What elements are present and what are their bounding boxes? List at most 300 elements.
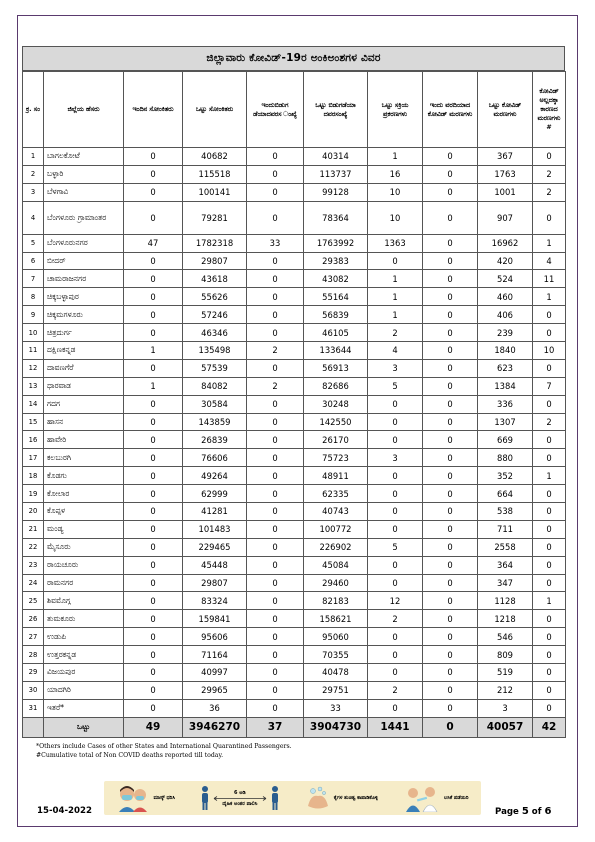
today-cases-cell: 0	[124, 183, 183, 201]
serial-cell: 7	[23, 270, 44, 288]
total-cases-cell: 79281	[183, 201, 247, 234]
today-cases-cell: 0	[124, 467, 183, 485]
total-deaths-cell: 1001	[478, 183, 533, 201]
table-row	[23, 520, 566, 538]
table-row	[23, 592, 566, 610]
total-cases-cell: 1782318	[183, 234, 247, 252]
serial-cell: 12	[23, 359, 44, 377]
active-cases-cell: 0	[368, 628, 423, 646]
today-discharged-cell: 0	[247, 646, 304, 664]
today-cases-cell: 0	[124, 699, 183, 717]
today-cases-cell: 0	[124, 395, 183, 413]
today-cases-cell: 0	[124, 449, 183, 467]
total-cases-cell: 84082	[183, 377, 247, 395]
today-deaths-cell: 0	[423, 556, 478, 574]
active-cases-cell: 2	[368, 681, 423, 699]
total-cases-cell: 46346	[183, 324, 247, 342]
district-name-cell: ಬೀದರ್	[44, 252, 124, 270]
today-discharged-cell: 0	[247, 252, 304, 270]
table-row	[23, 324, 566, 342]
district-name-cell: ಉತ್ತರಕನ್ನಡ	[44, 646, 124, 664]
today-cases-cell: 0	[124, 538, 183, 556]
banner-vaccine	[403, 784, 469, 812]
today-cases-cell: 1	[124, 377, 183, 395]
district-name-cell: ಚಾಮರಾಜನಗರ	[44, 270, 124, 288]
today-deaths-cell: 0	[423, 538, 478, 556]
total-cases-cell: 143859	[183, 413, 247, 431]
serial-cell: 26	[23, 610, 44, 628]
total-discharged-cell: 100772	[304, 520, 368, 538]
total-deaths-cell: 420	[478, 252, 533, 270]
today-deaths-cell: 0	[423, 288, 478, 306]
total-discharged-cell: 43082	[304, 270, 368, 288]
today-discharged-cell: 0	[247, 288, 304, 306]
total-cases-cell: 30584	[183, 395, 247, 413]
non-covid-deaths-cell: 0	[533, 324, 566, 342]
today-cases-cell: 0	[124, 520, 183, 538]
non-covid-deaths-cell: 0	[533, 538, 566, 556]
active-cases-cell: 1	[368, 288, 423, 306]
today-discharged-cell: 0	[247, 413, 304, 431]
today-deaths-cell: 0	[423, 201, 478, 234]
table-row	[23, 574, 566, 592]
today-discharged-cell: 0	[247, 503, 304, 521]
today-discharged-cell: 0	[247, 395, 304, 413]
district-name-cell: ಕೊಪ್ಪಳ	[44, 503, 124, 521]
total-discharged-cell: 40743	[304, 503, 368, 521]
vaccine-text: ಲಸಿಕೆ ಪಡೆಯಿರಿ	[443, 795, 469, 801]
totals-death-today-cell: 0	[423, 717, 478, 737]
active-cases-cell: 0	[368, 252, 423, 270]
non-covid-deaths-cell: 0	[533, 556, 566, 574]
today-cases-cell: 0	[124, 556, 183, 574]
active-cases-cell: 16	[368, 165, 423, 183]
total-discharged-cell: 75723	[304, 449, 368, 467]
serial-cell: 20	[23, 503, 44, 521]
active-cases-cell: 0	[368, 646, 423, 664]
non-covid-deaths-cell: 0	[533, 646, 566, 664]
totals-disch-total-cell: 3904730	[304, 717, 368, 737]
today-discharged-cell: 0	[247, 681, 304, 699]
non-covid-deaths-cell: 0	[533, 699, 566, 717]
active-cases-cell: 0	[368, 467, 423, 485]
serial-cell: 30	[23, 681, 44, 699]
covid-stats-table-container	[22, 46, 565, 738]
header-row	[23, 72, 566, 148]
today-deaths-cell: 0	[423, 359, 478, 377]
non-covid-deaths-cell: 2	[533, 413, 566, 431]
today-discharged-cell: 0	[247, 574, 304, 592]
active-cases-cell: 3	[368, 359, 423, 377]
non-covid-deaths-cell: 0	[533, 201, 566, 234]
today-cases-cell: 0	[124, 646, 183, 664]
serial-cell: 2	[23, 165, 44, 183]
today-deaths-cell: 0	[423, 592, 478, 610]
district-name-cell: ಮೈಸೂರು	[44, 538, 124, 556]
active-cases-cell: 2	[368, 324, 423, 342]
total-discharged-cell: 56839	[304, 306, 368, 324]
today-discharged-cell: 0	[247, 556, 304, 574]
total-deaths-cell: 16962	[478, 234, 533, 252]
footnote-non-covid: #Cumulative total of Non COVID deaths reported till today.	[36, 751, 224, 759]
today-deaths-cell: 0	[423, 646, 478, 664]
district-name-cell: ಬಾಗಲಕೋಟೆ	[44, 148, 124, 166]
serial-cell: 16	[23, 431, 44, 449]
district-name-cell: ಗದಗ	[44, 395, 124, 413]
today-cases-cell: 0	[124, 431, 183, 449]
today-cases-cell: 0	[124, 324, 183, 342]
today-discharged-cell: 2	[247, 342, 304, 360]
person-icon	[270, 785, 280, 811]
today-deaths-cell: 0	[423, 664, 478, 682]
today-discharged-cell: 0	[247, 664, 304, 682]
active-cases-cell: 10	[368, 201, 423, 234]
active-cases-cell: 4	[368, 342, 423, 360]
district-name-cell: ಚಿಕ್ಕಮಗಳೂರು	[44, 306, 124, 324]
active-cases-cell: 0	[368, 574, 423, 592]
total-discharged-cell: 62335	[304, 485, 368, 503]
district-name-cell: ಮಂಡ್ಯ	[44, 520, 124, 538]
non-covid-deaths-cell: 0	[533, 628, 566, 646]
active-cases-cell: 5	[368, 377, 423, 395]
total-deaths-cell: 336	[478, 395, 533, 413]
table-row	[23, 288, 566, 306]
table-row	[23, 201, 566, 234]
today-discharged-cell: 0	[247, 306, 304, 324]
today-discharged-cell: 0	[247, 148, 304, 166]
total-cases-cell: 41281	[183, 503, 247, 521]
mask-text: ಮಾಸ್ಕ್ ಧರಿಸಿ	[153, 795, 175, 801]
table-row	[23, 431, 566, 449]
active-cases-cell: 1	[368, 148, 423, 166]
today-deaths-cell: 0	[423, 342, 478, 360]
table-row	[23, 395, 566, 413]
totals-today-cell: 49	[124, 717, 183, 737]
handwash-text: ಕೈಗಳ ಶುಚಿತ್ವ ಕಾಪಾಡಿಕೊಳ್ಳಿ	[333, 795, 378, 801]
total-deaths-cell: 1307	[478, 413, 533, 431]
total-cases-cell: 45448	[183, 556, 247, 574]
total-cases-cell: 135498	[183, 342, 247, 360]
today-discharged-cell: 0	[247, 520, 304, 538]
table-row	[23, 664, 566, 682]
banner-handwash	[305, 784, 378, 812]
district-name-cell: ಕೋಲಾರ	[44, 485, 124, 503]
district-name-cell: ಬೆಂಗಳೂರು ಗ್ರಾಮಾಂತರ	[44, 201, 124, 234]
active-cases-cell: 2	[368, 610, 423, 628]
district-name-cell: ರಾಯಚೂರು	[44, 556, 124, 574]
non-covid-deaths-cell: 0	[533, 395, 566, 413]
total-discharged-cell: 99128	[304, 183, 368, 201]
totals-blank-cell	[23, 717, 44, 737]
non-covid-deaths-cell: 0	[533, 574, 566, 592]
today-deaths-cell: 0	[423, 449, 478, 467]
total-cases-cell: 29807	[183, 574, 247, 592]
today-deaths-cell: 0	[423, 165, 478, 183]
district-name-cell: ರಾಮನಗರ	[44, 574, 124, 592]
total-cases-cell: 49264	[183, 467, 247, 485]
today-cases-cell: 0	[124, 252, 183, 270]
today-discharged-cell: 0	[247, 610, 304, 628]
district-name-cell: ದಾವಣಗೆರೆ	[44, 359, 124, 377]
non-covid-deaths-cell: 1	[533, 592, 566, 610]
banner-distance	[200, 785, 280, 811]
today-discharged-cell: 0	[247, 628, 304, 646]
today-discharged-cell: 2	[247, 377, 304, 395]
today-cases-cell: 0	[124, 359, 183, 377]
total-cases-cell: 36	[183, 699, 247, 717]
table-row	[23, 485, 566, 503]
banner-mask	[116, 784, 175, 812]
district-name-cell: ವಿಜಯಪುರ	[44, 664, 124, 682]
totals-row	[23, 717, 566, 737]
today-discharged-cell: 0	[247, 431, 304, 449]
non-covid-deaths-cell: 10	[533, 342, 566, 360]
total-cases-cell: 95606	[183, 628, 247, 646]
active-cases-cell: 0	[368, 485, 423, 503]
total-discharged-cell: 45084	[304, 556, 368, 574]
today-cases-cell: 0	[124, 503, 183, 521]
total-discharged-cell: 30248	[304, 395, 368, 413]
total-discharged-cell: 142550	[304, 413, 368, 431]
district-name-cell: ಉಡುಪಿ	[44, 628, 124, 646]
serial-cell: 15	[23, 413, 44, 431]
total-deaths-cell: 1384	[478, 377, 533, 395]
total-cases-cell: 76606	[183, 449, 247, 467]
today-deaths-cell: 0	[423, 270, 478, 288]
active-cases-cell: 5	[368, 538, 423, 556]
active-cases-cell: 0	[368, 520, 423, 538]
table-row	[23, 538, 566, 556]
total-discharged-cell: 226902	[304, 538, 368, 556]
total-deaths-cell: 664	[478, 485, 533, 503]
serial-cell: 17	[23, 449, 44, 467]
serial-cell: 22	[23, 538, 44, 556]
totals-label: ಒಟ್ಟು	[44, 717, 124, 737]
total-discharged-cell: 78364	[304, 201, 368, 234]
today-discharged-cell: 0	[247, 359, 304, 377]
total-cases-cell: 43618	[183, 270, 247, 288]
today-cases-cell: 0	[124, 288, 183, 306]
serial-cell: 10	[23, 324, 44, 342]
total-discharged-cell: 95060	[304, 628, 368, 646]
table-row	[23, 681, 566, 699]
table-row	[23, 306, 566, 324]
total-deaths-cell: 364	[478, 556, 533, 574]
total-cases-cell: 55626	[183, 288, 247, 306]
table-row	[23, 556, 566, 574]
district-name-cell: ಹಾಸನ	[44, 413, 124, 431]
today-deaths-cell: 0	[423, 681, 478, 699]
total-deaths-cell: 2558	[478, 538, 533, 556]
today-cases-cell: 0	[124, 664, 183, 682]
active-cases-cell: 3	[368, 449, 423, 467]
district-name-cell: ಬೆಳಗಾವಿ	[44, 183, 124, 201]
page-total: 6	[544, 806, 552, 817]
distance-text: ದೈಹಿಕ ಅಂತರ ಪಾಲಿಸಿ	[222, 800, 258, 807]
header-serial: ಕ್ರ. ಸಂ	[23, 72, 44, 148]
active-cases-cell: 10	[368, 183, 423, 201]
non-covid-deaths-cell: 1	[533, 467, 566, 485]
today-discharged-cell: 0	[247, 165, 304, 183]
today-cases-cell: 47	[124, 234, 183, 252]
district-name-cell: ಕಲಬುರಗಿ	[44, 449, 124, 467]
total-discharged-cell: 29751	[304, 681, 368, 699]
serial-cell: 13	[23, 377, 44, 395]
table-row	[23, 646, 566, 664]
today-cases-cell: 0	[124, 270, 183, 288]
today-deaths-cell: 0	[423, 628, 478, 646]
serial-cell: 1	[23, 148, 44, 166]
page-current: 5	[521, 806, 529, 817]
district-name-cell: ಶಿವಮೊಗ್ಗ	[44, 592, 124, 610]
today-deaths-cell: 0	[423, 252, 478, 270]
today-discharged-cell: 0	[247, 538, 304, 556]
table-row	[23, 449, 566, 467]
footnote-others: *Others include Cases of other States and International Quarantined Passengers.	[36, 743, 292, 750]
table-row	[23, 252, 566, 270]
total-deaths-cell: 406	[478, 306, 533, 324]
serial-cell: 27	[23, 628, 44, 646]
header-non-covid-deaths: ಕೋವಿಡ್ ಅಲ್ಲದಕ್ಕಾ ಕಾರಣದ ಮರಣಗಳು #	[533, 72, 566, 148]
total-cases-cell: 101483	[183, 520, 247, 538]
serial-cell: 28	[23, 646, 44, 664]
today-cases-cell: 0	[124, 628, 183, 646]
today-deaths-cell: 0	[423, 503, 478, 521]
today-deaths-cell: 0	[423, 467, 478, 485]
total-cases-cell: 100141	[183, 183, 247, 201]
non-covid-deaths-cell: 1	[533, 234, 566, 252]
non-covid-deaths-cell: 11	[533, 270, 566, 288]
totals-disch-today-cell: 37	[247, 717, 304, 737]
total-cases-cell: 62999	[183, 485, 247, 503]
total-deaths-cell: 907	[478, 201, 533, 234]
header-today-cases: ಇಂದಿನ ಸೋಂಕಿತರು	[124, 72, 183, 148]
today-deaths-cell: 0	[423, 148, 478, 166]
today-cases-cell: 0	[124, 681, 183, 699]
totals-total-cell: 3946270	[183, 717, 247, 737]
header-today-deaths: ಇಂದು ವರದಿಯಾದ ಕೋವಿಡ್ ಮರಣಗಳು	[423, 72, 478, 148]
total-deaths-cell: 3	[478, 699, 533, 717]
total-deaths-cell: 212	[478, 681, 533, 699]
today-cases-cell: 0	[124, 413, 183, 431]
serial-cell: 6	[23, 252, 44, 270]
district-name-cell: ಧಾರವಾಡ	[44, 377, 124, 395]
total-deaths-cell: 1840	[478, 342, 533, 360]
total-deaths-cell: 1218	[478, 610, 533, 628]
total-deaths-cell: 352	[478, 467, 533, 485]
total-deaths-cell: 519	[478, 664, 533, 682]
distance-label: 6 ಅಡಿ	[234, 789, 246, 796]
serial-cell: 29	[23, 664, 44, 682]
table-row	[23, 467, 566, 485]
non-covid-deaths-cell: 0	[533, 681, 566, 699]
non-covid-deaths-cell: 0	[533, 610, 566, 628]
total-deaths-cell: 1128	[478, 592, 533, 610]
table-row	[23, 699, 566, 717]
total-discharged-cell: 26170	[304, 431, 368, 449]
total-cases-cell: 83324	[183, 592, 247, 610]
total-discharged-cell: 33	[304, 699, 368, 717]
total-cases-cell: 57246	[183, 306, 247, 324]
report-date: 15-04-2022	[37, 806, 92, 816]
total-deaths-cell: 460	[478, 288, 533, 306]
district-name-cell: ಕೊಡಗು	[44, 467, 124, 485]
district-name-cell: ಯಾದಗಿರಿ	[44, 681, 124, 699]
serial-cell: 5	[23, 234, 44, 252]
today-discharged-cell: 0	[247, 485, 304, 503]
non-covid-deaths-cell: 2	[533, 165, 566, 183]
district-name-cell: ತುಮಕೂರು	[44, 610, 124, 628]
today-cases-cell: 0	[124, 592, 183, 610]
total-discharged-cell: 56913	[304, 359, 368, 377]
total-discharged-cell: 40478	[304, 664, 368, 682]
non-covid-deaths-cell: 0	[533, 449, 566, 467]
serial-cell: 3	[23, 183, 44, 201]
total-deaths-cell: 538	[478, 503, 533, 521]
non-covid-deaths-cell: 0	[533, 148, 566, 166]
today-deaths-cell: 0	[423, 413, 478, 431]
active-cases-cell: 0	[368, 699, 423, 717]
totals-non-covid-cell: 42	[533, 717, 566, 737]
serial-cell: 18	[23, 467, 44, 485]
non-covid-deaths-cell: 0	[533, 503, 566, 521]
active-cases-cell: 1363	[368, 234, 423, 252]
serial-cell: 19	[23, 485, 44, 503]
today-discharged-cell: 0	[247, 467, 304, 485]
total-discharged-cell: 133644	[304, 342, 368, 360]
footnotes	[36, 743, 292, 760]
person-icon	[200, 785, 210, 811]
total-cases-cell: 26839	[183, 431, 247, 449]
table-row	[23, 270, 566, 288]
header-today-discharged: ಇಂದುಬಿಡುಗ ಡೆಯಾದವರಸ ಂಖ್ಯೆ	[247, 72, 304, 148]
today-discharged-cell: 0	[247, 270, 304, 288]
non-covid-deaths-cell: 0	[533, 431, 566, 449]
non-covid-deaths-cell: 4	[533, 252, 566, 270]
serial-cell: 24	[23, 574, 44, 592]
serial-cell: 8	[23, 288, 44, 306]
district-name-cell: ಬಳ್ಳಾರಿ	[44, 165, 124, 183]
district-name-cell: ಬೆಂಗಳೂರುನಗರ	[44, 234, 124, 252]
district-name-cell: ಹಾವೇರಿ	[44, 431, 124, 449]
mask-icon	[116, 784, 150, 812]
table-title: ಜಿಲ್ಲಾವಾರು ಕೋವಿಡ್-19ರ ಅಂಕಿಅಂಶಗಳ ವಿವರ	[22, 46, 565, 71]
total-deaths-cell: 367	[478, 148, 533, 166]
serial-cell: 25	[23, 592, 44, 610]
today-deaths-cell: 0	[423, 234, 478, 252]
today-deaths-cell: 0	[423, 699, 478, 717]
today-discharged-cell: 0	[247, 201, 304, 234]
today-discharged-cell: 0	[247, 592, 304, 610]
today-cases-cell: 0	[124, 306, 183, 324]
today-cases-cell: 1	[124, 342, 183, 360]
today-deaths-cell: 0	[423, 574, 478, 592]
table-row	[23, 377, 566, 395]
active-cases-cell: 0	[368, 431, 423, 449]
table-row	[23, 359, 566, 377]
header-active-cases: ಒಟ್ಟು ಸಕ್ರಿಯ ಪ್ರಕರಣಗಳು	[368, 72, 423, 148]
today-cases-cell: 0	[124, 485, 183, 503]
total-cases-cell: 71164	[183, 646, 247, 664]
active-cases-cell: 0	[368, 664, 423, 682]
serial-cell: 23	[23, 556, 44, 574]
non-covid-deaths-cell: 0	[533, 359, 566, 377]
today-deaths-cell: 0	[423, 183, 478, 201]
table-row	[23, 610, 566, 628]
page-number: Page 5 of 6	[495, 806, 552, 817]
today-discharged-cell: 0	[247, 699, 304, 717]
non-covid-deaths-cell: 0	[533, 485, 566, 503]
